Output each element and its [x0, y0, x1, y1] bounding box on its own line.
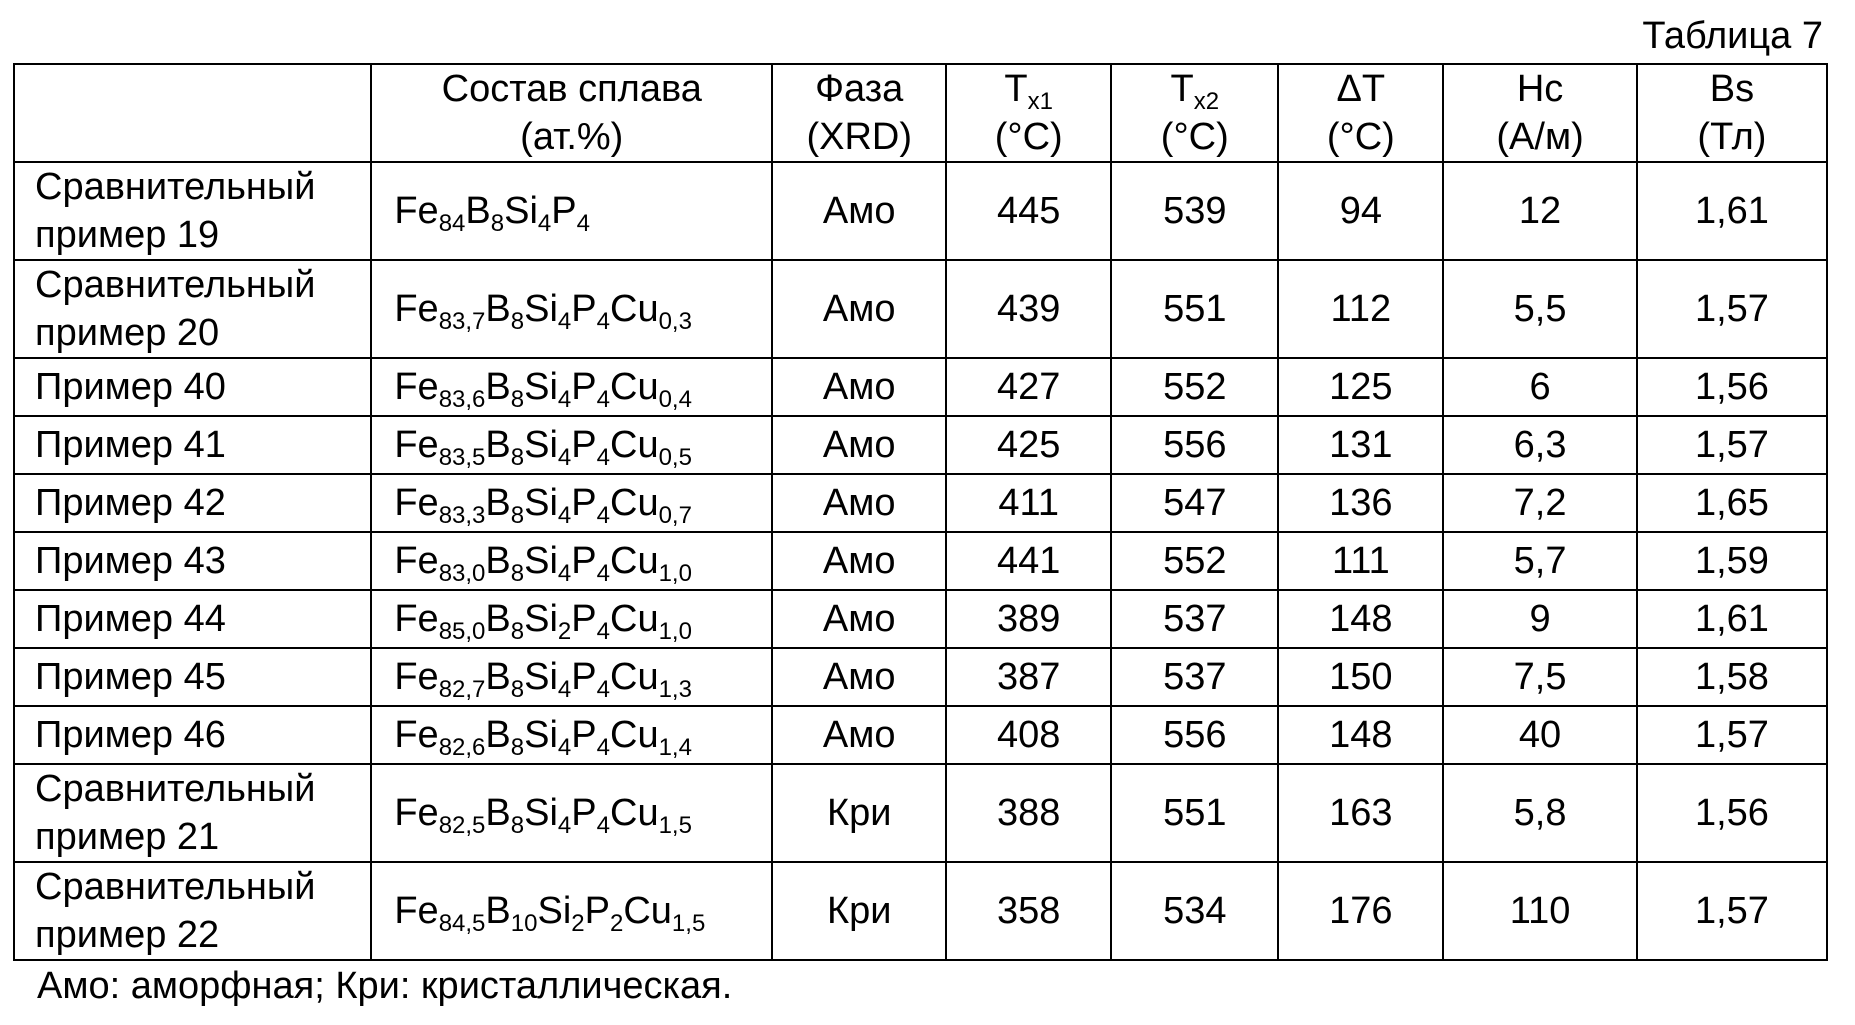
- element-fraction: 8: [510, 443, 525, 471]
- header-composition-line2: (ат.%): [520, 116, 624, 158]
- element-symbol: Si: [524, 655, 558, 698]
- element-fraction: 8: [510, 733, 525, 761]
- table-row: [14, 764, 1827, 862]
- element-fraction: 2: [609, 909, 624, 937]
- cell-tx2: 534: [1111, 862, 1278, 960]
- element-fraction: 4: [596, 617, 610, 645]
- cell-composition: [371, 162, 772, 260]
- element-fraction: 4: [557, 307, 572, 335]
- element-fraction: 82,6: [438, 733, 486, 761]
- element-fraction: 83,3: [438, 501, 486, 529]
- table-row: [14, 416, 1827, 474]
- cell-phase: Амо: [772, 590, 946, 648]
- cell-dt: 148: [1278, 706, 1443, 764]
- cell-phase: Амо: [772, 162, 946, 260]
- cell-tx2: 551: [1111, 764, 1278, 862]
- element-symbol: Fe: [394, 481, 439, 524]
- data-table: [13, 63, 1828, 961]
- cell-name-line: Пример 44: [35, 598, 226, 640]
- header-tx1: [946, 64, 1111, 162]
- element-fraction: 1,5: [671, 909, 706, 937]
- cell-dt: 150: [1278, 648, 1443, 706]
- element-symbol: Cu: [610, 365, 659, 408]
- element-fraction: 4: [596, 675, 610, 703]
- cell-bs: 1,61: [1637, 590, 1827, 648]
- cell-name: [14, 862, 371, 960]
- cell-name-line: Пример 46: [35, 714, 226, 756]
- cell-hc: 5,7: [1443, 532, 1637, 590]
- element-symbol: Si: [524, 423, 558, 466]
- cell-phase: Амо: [772, 474, 946, 532]
- table-row: [14, 260, 1827, 358]
- element-fraction: 82,5: [438, 811, 486, 839]
- cell-composition: [371, 862, 772, 960]
- element-fraction: 84,5: [438, 909, 486, 937]
- header-tx2-unit: (°C): [1160, 116, 1229, 158]
- header-bs-line2: (Тл): [1697, 116, 1767, 158]
- cell-phase: Амо: [772, 532, 946, 590]
- cell-tx1: 427: [946, 358, 1111, 416]
- element-fraction: 85,0: [438, 617, 486, 645]
- cell-bs: 1,57: [1637, 706, 1827, 764]
- cell-name-line: Пример 42: [35, 482, 226, 524]
- table-row: [14, 590, 1827, 648]
- cell-tx2: 552: [1111, 532, 1278, 590]
- cell-bs: 1,57: [1637, 416, 1827, 474]
- cell-dt: 163: [1278, 764, 1443, 862]
- cell-name: [14, 474, 371, 532]
- cell-hc: 6,3: [1443, 416, 1637, 474]
- element-symbol: Cu: [623, 889, 672, 932]
- header-tx1-symbol: [947, 65, 1110, 113]
- element-fraction: 4: [596, 385, 610, 413]
- cell-tx1: 387: [946, 648, 1111, 706]
- element-symbol: Cu: [610, 287, 659, 330]
- cell-name-line: пример 22: [35, 914, 220, 956]
- element-fraction: 8: [510, 559, 525, 587]
- header-name: [14, 64, 371, 162]
- table-row: [14, 358, 1827, 416]
- element-symbol: B: [485, 423, 511, 466]
- element-fraction: 84: [438, 209, 466, 237]
- header-dt-line2: (°C): [1326, 116, 1395, 158]
- cell-bs: 1,65: [1637, 474, 1827, 532]
- element-symbol: Fe: [394, 189, 439, 232]
- element-symbol: Fe: [394, 423, 439, 466]
- element-fraction: 4: [557, 385, 572, 413]
- element-fraction: 0,5: [658, 443, 692, 471]
- cell-bs: 1,56: [1637, 358, 1827, 416]
- cell-dt: 112: [1278, 260, 1443, 358]
- element-fraction: 0,3: [658, 307, 692, 335]
- element-symbol: B: [485, 889, 511, 932]
- header-composition-line1: Состав сплава: [441, 68, 702, 110]
- header-tx2-sub: x2: [1193, 88, 1220, 115]
- cell-tx2: 547: [1111, 474, 1278, 532]
- cell-composition: [371, 416, 772, 474]
- cell-composition: [371, 532, 772, 590]
- cell-tx2: 537: [1111, 590, 1278, 648]
- footnote: Амо: аморфная; Кри: кристаллическая.: [37, 965, 733, 1007]
- cell-hc: 12: [1443, 162, 1637, 260]
- element-symbol: Si: [524, 597, 558, 640]
- cell-bs: 1,58: [1637, 648, 1827, 706]
- element-symbol: B: [485, 365, 511, 408]
- element-symbol: Si: [524, 287, 558, 330]
- element-symbol: P: [551, 189, 577, 232]
- cell-tx1: 388: [946, 764, 1111, 862]
- element-symbol: Fe: [394, 287, 439, 330]
- cell-phase: Амо: [772, 416, 946, 474]
- cell-name-line: Пример 40: [35, 366, 226, 408]
- table-body: [14, 162, 1827, 960]
- header-row: [14, 64, 1827, 162]
- header-phase: [772, 64, 946, 162]
- cell-phase: Амо: [772, 260, 946, 358]
- cell-hc: 9: [1443, 590, 1637, 648]
- element-fraction: 4: [557, 811, 572, 839]
- element-fraction: 83,7: [438, 307, 486, 335]
- header-dt: [1278, 64, 1443, 162]
- cell-dt: 94: [1278, 162, 1443, 260]
- element-fraction: 10: [510, 909, 538, 937]
- element-fraction: 4: [596, 307, 610, 335]
- cell-composition: [371, 590, 772, 648]
- cell-dt: 125: [1278, 358, 1443, 416]
- cell-hc: 7,5: [1443, 648, 1637, 706]
- element-symbol: P: [571, 655, 597, 698]
- cell-bs: 1,57: [1637, 862, 1827, 960]
- header-tx1-sub: x1: [1027, 88, 1053, 115]
- cell-name-line: Пример 45: [35, 656, 226, 698]
- cell-name-line: Сравнительный: [35, 866, 316, 908]
- element-symbol: B: [485, 481, 511, 524]
- element-symbol: P: [571, 365, 597, 408]
- element-fraction: 0,7: [658, 501, 692, 529]
- element-symbol: P: [571, 481, 597, 524]
- element-symbol: Fe: [394, 597, 439, 640]
- cell-hc: 5,5: [1443, 260, 1637, 358]
- cell-name-line: пример 19: [35, 214, 220, 256]
- header-hc: [1443, 64, 1637, 162]
- cell-composition: [371, 358, 772, 416]
- element-fraction: 2: [557, 617, 572, 645]
- element-symbol: Fe: [394, 791, 439, 834]
- header-phase-line2: (XRD): [806, 116, 912, 158]
- header-tx2: [1111, 64, 1278, 162]
- header-hc-line1: Hc: [1516, 68, 1564, 110]
- cell-composition: [371, 648, 772, 706]
- cell-name-line: пример 20: [35, 312, 220, 354]
- cell-tx1: 411: [946, 474, 1111, 532]
- cell-name-line: Пример 43: [35, 540, 226, 582]
- cell-hc: 40: [1443, 706, 1637, 764]
- cell-hc: 6: [1443, 358, 1637, 416]
- element-fraction: 83,5: [438, 443, 486, 471]
- cell-composition: [371, 260, 772, 358]
- element-symbol: Si: [524, 791, 558, 834]
- element-symbol: Fe: [394, 365, 439, 408]
- header-tx1-main: T: [1004, 68, 1028, 110]
- cell-tx1: 425: [946, 416, 1111, 474]
- element-fraction: 8: [510, 385, 525, 413]
- cell-name-line: Сравнительный: [35, 768, 316, 810]
- cell-tx2: 552: [1111, 358, 1278, 416]
- cell-phase: Амо: [772, 648, 946, 706]
- element-fraction: 8: [490, 209, 505, 237]
- element-symbol: Si: [524, 365, 558, 408]
- cell-tx1: 441: [946, 532, 1111, 590]
- cell-name: [14, 764, 371, 862]
- header-tx1-unit: (°C): [994, 116, 1063, 158]
- header-tx2-main: T: [1170, 68, 1194, 110]
- element-fraction: 8: [510, 811, 525, 839]
- element-symbol: Si: [524, 481, 558, 524]
- cell-name-line: пример 21: [35, 816, 220, 858]
- element-symbol: Cu: [610, 539, 659, 582]
- cell-dt: 111: [1278, 532, 1443, 590]
- element-symbol: Si: [524, 713, 558, 756]
- cell-dt: 131: [1278, 416, 1443, 474]
- cell-tx2: 551: [1111, 260, 1278, 358]
- table-row: [14, 474, 1827, 532]
- element-fraction: 4: [557, 675, 572, 703]
- header-dt-line1: ΔT: [1336, 68, 1386, 110]
- element-symbol: Si: [537, 889, 572, 932]
- element-fraction: 8: [510, 307, 525, 335]
- cell-name: [14, 358, 371, 416]
- cell-name: [14, 260, 371, 358]
- header-bs: [1637, 64, 1827, 162]
- element-fraction: 1,5: [658, 811, 692, 839]
- element-fraction: 0,4: [658, 385, 692, 413]
- element-symbol: P: [584, 889, 610, 932]
- element-symbol: Cu: [610, 713, 659, 756]
- element-symbol: P: [571, 287, 597, 330]
- cell-tx1: 389: [946, 590, 1111, 648]
- element-fraction: 83,6: [438, 385, 486, 413]
- element-fraction: 82,7: [438, 675, 486, 703]
- element-symbol: Cu: [610, 423, 659, 466]
- element-fraction: 1,3: [658, 675, 692, 703]
- cell-name-line: Пример 41: [35, 424, 226, 466]
- element-fraction: 8: [510, 675, 525, 703]
- cell-tx2: 537: [1111, 648, 1278, 706]
- element-symbol: B: [485, 539, 511, 582]
- element-symbol: Fe: [394, 889, 439, 932]
- cell-name-line: Сравнительный: [35, 166, 316, 208]
- cell-name: [14, 648, 371, 706]
- element-symbol: B: [485, 713, 511, 756]
- element-symbol: B: [485, 655, 511, 698]
- element-symbol: P: [571, 597, 597, 640]
- cell-bs: 1,59: [1637, 532, 1827, 590]
- header-composition: [371, 64, 772, 162]
- cell-name: [14, 706, 371, 764]
- element-symbol: Si: [524, 539, 558, 582]
- element-fraction: 2: [571, 909, 585, 937]
- element-fraction: 4: [596, 443, 610, 471]
- cell-tx2: 556: [1111, 706, 1278, 764]
- cell-name: [14, 590, 371, 648]
- element-fraction: 1,0: [658, 559, 692, 587]
- cell-dt: 176: [1278, 862, 1443, 960]
- cell-phase: Кри: [772, 764, 946, 862]
- cell-tx2: 556: [1111, 416, 1278, 474]
- table-row: [14, 648, 1827, 706]
- element-symbol: B: [485, 287, 511, 330]
- cell-bs: 1,56: [1637, 764, 1827, 862]
- cell-name-line: Сравнительный: [35, 264, 316, 306]
- cell-name: [14, 162, 371, 260]
- header-hc-line2: (А/м): [1496, 116, 1584, 158]
- cell-tx1: 358: [946, 862, 1111, 960]
- cell-tx1: 408: [946, 706, 1111, 764]
- table-row: [14, 862, 1827, 960]
- element-symbol: B: [485, 791, 511, 834]
- element-fraction: 8: [510, 617, 525, 645]
- element-symbol: B: [465, 189, 491, 232]
- element-fraction: 8: [510, 501, 525, 529]
- element-symbol: P: [571, 423, 597, 466]
- cell-dt: 148: [1278, 590, 1443, 648]
- element-symbol: Cu: [610, 655, 659, 698]
- cell-composition: [371, 764, 772, 862]
- element-fraction: 4: [557, 733, 572, 761]
- element-fraction: 4: [557, 559, 572, 587]
- element-fraction: 4: [596, 733, 610, 761]
- element-fraction: 4: [596, 811, 610, 839]
- element-fraction: 1,4: [658, 733, 692, 761]
- element-symbol: Fe: [394, 539, 439, 582]
- element-fraction: 4: [576, 209, 590, 237]
- table-row: [14, 162, 1827, 260]
- cell-name: [14, 416, 371, 474]
- element-symbol: Fe: [394, 655, 439, 698]
- element-symbol: Cu: [610, 791, 659, 834]
- element-fraction: 4: [537, 209, 552, 237]
- element-fraction: 1,0: [658, 617, 692, 645]
- element-symbol: P: [571, 791, 597, 834]
- cell-hc: 110: [1443, 862, 1637, 960]
- table-caption: Таблица 7: [1642, 15, 1823, 57]
- cell-tx1: 445: [946, 162, 1111, 260]
- header-phase-line1: Фаза: [815, 68, 904, 110]
- cell-phase: Амо: [772, 358, 946, 416]
- element-fraction: 4: [557, 501, 572, 529]
- element-symbol: Cu: [610, 597, 659, 640]
- cell-bs: 1,61: [1637, 162, 1827, 260]
- cell-hc: 5,8: [1443, 764, 1637, 862]
- header-bs-line1: Bs: [1709, 68, 1755, 110]
- cell-composition: [371, 706, 772, 764]
- cell-composition: [371, 474, 772, 532]
- table-row: [14, 532, 1827, 590]
- cell-phase: Кри: [772, 862, 946, 960]
- element-symbol: P: [571, 713, 597, 756]
- table-row: [14, 706, 1827, 764]
- cell-name: [14, 532, 371, 590]
- header-tx2-symbol: [1112, 65, 1277, 113]
- cell-bs: 1,57: [1637, 260, 1827, 358]
- element-fraction: 4: [596, 559, 610, 587]
- cell-hc: 7,2: [1443, 474, 1637, 532]
- cell-dt: 136: [1278, 474, 1443, 532]
- element-fraction: 4: [596, 501, 610, 529]
- element-symbol: Cu: [610, 481, 659, 524]
- element-symbol: P: [571, 539, 597, 582]
- cell-tx2: 539: [1111, 162, 1278, 260]
- cell-tx1: 439: [946, 260, 1111, 358]
- element-fraction: 4: [557, 443, 572, 471]
- cell-phase: Амо: [772, 706, 946, 764]
- element-symbol: B: [485, 597, 511, 640]
- element-symbol: Si: [504, 189, 538, 232]
- element-fraction: 83,0: [438, 559, 486, 587]
- element-symbol: Fe: [394, 713, 439, 756]
